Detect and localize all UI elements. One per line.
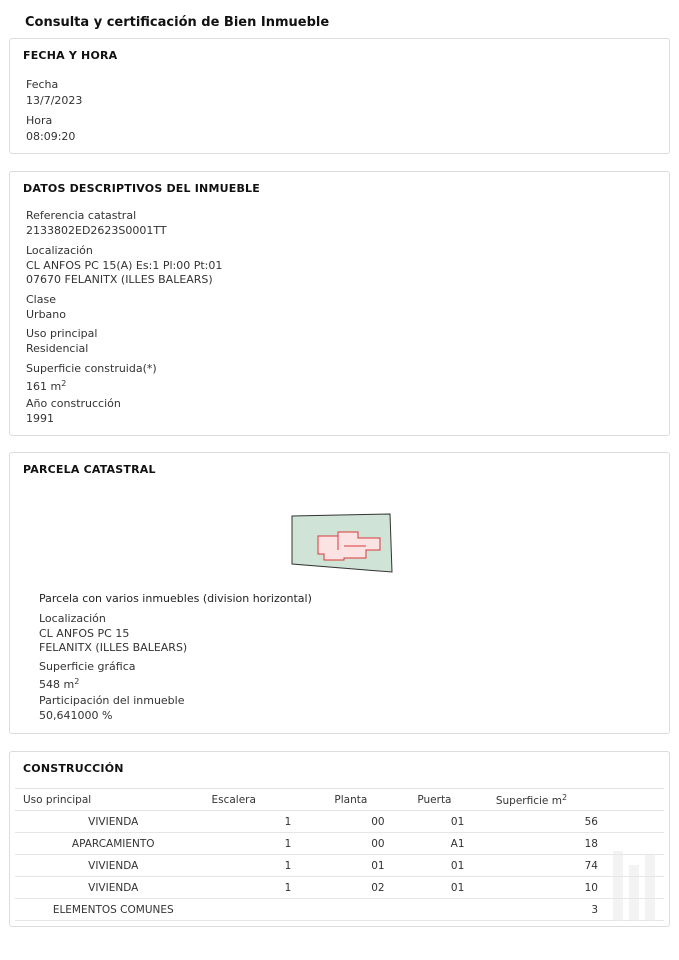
- anio-value: 1991: [26, 412, 54, 425]
- datos-title: DATOS DESCRIPTIVOS DEL INMUEBLE: [23, 182, 260, 195]
- participacion-value: 50,641000 %: [39, 709, 113, 722]
- construccion-rows: [15, 811, 664, 921]
- row-uso: VIVIENDA: [15, 811, 211, 833]
- row-planta: 01: [324, 855, 411, 877]
- row-escalera: 1: [211, 811, 324, 833]
- header-superficie: [492, 789, 664, 811]
- row-planta: 00: [324, 811, 411, 833]
- row-superficie: 74: [492, 855, 664, 877]
- clase-value: Urbano: [26, 308, 66, 321]
- localizacion-line1: CL ANFOS PC 15(A) Es:1 Pl:00 Pt:01: [26, 259, 223, 272]
- fecha-value: 13/7/2023: [26, 94, 83, 107]
- anio-field: [26, 397, 121, 426]
- fecha-label: Fecha: [26, 78, 59, 91]
- participacion-field: [39, 694, 185, 723]
- table-row: [15, 811, 664, 833]
- parcela-localizacion-label: Localización: [39, 612, 106, 625]
- row-puerta: [411, 899, 492, 921]
- parcela-title: PARCELA CATASTRAL: [23, 463, 156, 476]
- clase-label: Clase: [26, 293, 56, 306]
- parcela-superficie-label: Superficie gráfica: [39, 660, 136, 673]
- row-escalera: 1: [211, 877, 324, 899]
- page-title: Consulta y certificación de Bien Inmueble: [25, 15, 330, 30]
- row-escalera: [211, 899, 324, 921]
- parcela-section: [9, 452, 670, 734]
- table-header-row: [15, 789, 664, 811]
- row-planta: 00: [324, 833, 411, 855]
- construccion-title: CONSTRUCCIÓN: [23, 762, 124, 775]
- referencia-label: Referencia catastral: [26, 209, 137, 222]
- datos-section: [9, 171, 670, 436]
- hora-label: Hora: [26, 114, 53, 127]
- row-uso: VIVIENDA: [15, 855, 211, 877]
- referencia-field: [26, 209, 167, 238]
- parcela-map: [288, 510, 398, 576]
- header-superficie-exp: 2: [561, 792, 568, 802]
- row-uso: APARCAMIENTO: [15, 833, 211, 855]
- parcela-superficie-number: 548 m: [39, 678, 75, 691]
- row-puerta: 01: [411, 877, 492, 899]
- hora-field: [26, 114, 75, 144]
- parcela-superficie-value: [39, 675, 136, 692]
- parcela-desc: Parcela con varios inmuebles (division horizontal): [39, 592, 312, 605]
- row-puerta: 01: [411, 855, 492, 877]
- parcela-localizacion-line2: FELANITX (ILLES BALEARS): [39, 641, 188, 654]
- construccion-table: [15, 788, 664, 921]
- localizacion-line2: 07670 FELANITX (ILLES BALEARS): [26, 273, 213, 286]
- uso-value: Residencial: [26, 342, 89, 355]
- superficie-number: 161 m: [26, 380, 62, 393]
- uso-label: Uso principal: [26, 327, 98, 340]
- table-row: [15, 855, 664, 877]
- parcela-superficie-field: [39, 660, 136, 692]
- table-row: [15, 877, 664, 899]
- superficie-value: [26, 377, 157, 394]
- hora-value: 08:09:20: [26, 130, 76, 143]
- clase-field: [26, 293, 66, 322]
- superficie-label: Superficie construida(*): [26, 362, 157, 375]
- row-superficie: 18: [492, 833, 664, 855]
- table-row: [15, 899, 664, 921]
- header-puerta: Puerta: [411, 789, 492, 811]
- construccion-section: [9, 751, 670, 927]
- fecha-field: [26, 78, 82, 108]
- row-uso: ELEMENTOS COMUNES: [15, 899, 211, 921]
- localizacion-field: [26, 244, 222, 287]
- anio-label: Año construcción: [26, 397, 121, 410]
- row-puerta: A1: [411, 833, 492, 855]
- header-planta: Planta: [324, 789, 411, 811]
- participacion-label: Participación del inmueble: [39, 694, 185, 707]
- superficie-exp: 2: [61, 379, 67, 388]
- parcela-localizacion-line1: CL ANFOS PC 15: [39, 627, 130, 640]
- row-planta: 02: [324, 877, 411, 899]
- referencia-value: 2133802ED2623S0001TT: [26, 224, 167, 237]
- watermark-overlay: [605, 845, 665, 925]
- parcela-localizacion-field: [39, 612, 187, 655]
- row-planta: [324, 899, 411, 921]
- row-uso: VIVIENDA: [15, 877, 211, 899]
- parcela-superficie-exp: 2: [74, 677, 80, 686]
- row-superficie: 3: [492, 899, 664, 921]
- row-superficie: 56: [492, 811, 664, 833]
- uso-field: [26, 327, 97, 356]
- header-escalera: Escalera: [211, 789, 324, 811]
- localizacion-label: Localización: [26, 244, 93, 257]
- table-row: [15, 833, 664, 855]
- row-escalera: 1: [211, 833, 324, 855]
- fecha-hora-section: [9, 38, 670, 154]
- row-superficie: 10: [492, 877, 664, 899]
- header-uso: Uso principal: [15, 789, 211, 811]
- header-superficie-label: Superficie m: [495, 794, 562, 807]
- row-escalera: 1: [211, 855, 324, 877]
- superficie-field: [26, 362, 157, 394]
- row-puerta: 01: [411, 811, 492, 833]
- fecha-hora-title: FECHA Y HORA: [23, 49, 118, 62]
